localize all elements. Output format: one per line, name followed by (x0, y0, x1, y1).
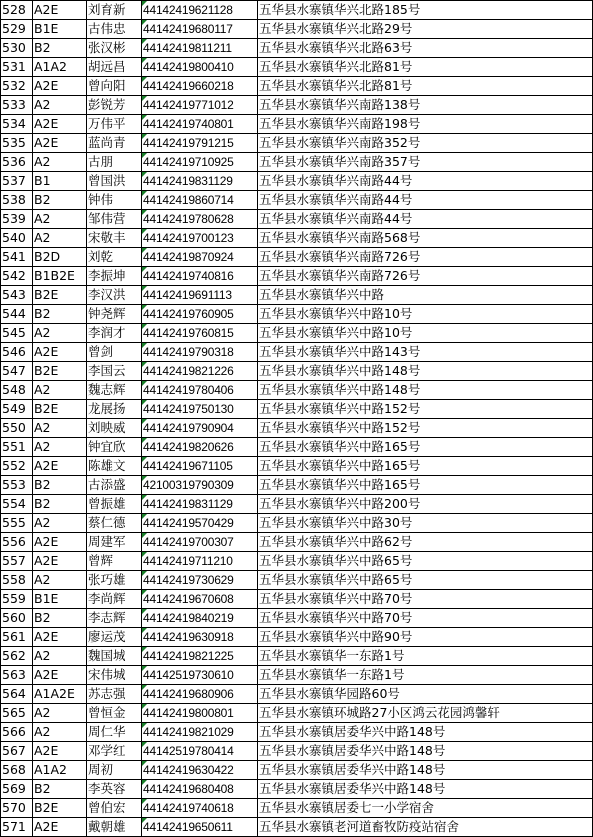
cell-name[interactable]: 彭锐芳 (87, 96, 142, 115)
cell-name[interactable]: 李汉洪 (87, 286, 142, 305)
cell-name[interactable]: 李振坤 (87, 267, 142, 286)
cell-address[interactable]: 五华县水寨镇华兴南路44号 (258, 191, 593, 210)
cell-address[interactable]: 五华县水寨镇华兴北路185号 (258, 1, 593, 20)
cell-address[interactable]: 五华县水寨镇居委华兴中路148号 (258, 723, 593, 742)
cell-row-number[interactable]: 543 (1, 286, 33, 305)
cell-license-class[interactable]: A1A2 (33, 761, 87, 780)
cell-name[interactable]: 宋伟城 (87, 666, 142, 685)
cell-name[interactable]: 古伟忠 (87, 20, 142, 39)
cell-license-class[interactable]: B1 (33, 172, 87, 191)
table-row (1, 685, 593, 704)
cell-row-number[interactable]: 539 (1, 210, 33, 229)
cell-license-class[interactable]: A2 (33, 153, 87, 172)
cell-name[interactable]: 李英容 (87, 780, 142, 799)
cell-name[interactable]: 周建军 (87, 533, 142, 552)
cell-name[interactable]: 魏国城 (87, 647, 142, 666)
cell-name[interactable]: 周仁华 (87, 723, 142, 742)
cell-license-class[interactable]: A2 (33, 571, 87, 590)
cell-address[interactable]: 五华县水寨镇华兴中路148号 (258, 362, 593, 381)
cell-license-class[interactable]: A2E (33, 818, 87, 837)
cell-name[interactable]: 李国云 (87, 362, 142, 381)
cell-address[interactable]: 五华县水寨镇华兴北路63号 (258, 39, 593, 58)
table-row (1, 343, 593, 362)
table-row (1, 495, 593, 514)
cell-license-class[interactable]: B2E (33, 362, 87, 381)
cell-row-number[interactable]: 558 (1, 571, 33, 590)
cell-license-class[interactable]: B2 (33, 609, 87, 628)
cell-row-number[interactable]: 565 (1, 704, 33, 723)
cell-id-number[interactable]: 44142419710925 (142, 153, 258, 172)
cell-license-class[interactable]: A1A2 (33, 58, 87, 77)
table-row (1, 438, 593, 457)
cell-license-class[interactable]: B1E (33, 20, 87, 39)
cell-address[interactable]: 五华县水寨镇华兴中路65号 (258, 552, 593, 571)
cell-id-number[interactable]: 44142419700307 (142, 533, 258, 552)
cell-address[interactable]: 五华县水寨镇华园路60号 (258, 685, 593, 704)
cell-license-class[interactable]: A2E (33, 533, 87, 552)
cell-id-number[interactable]: 44142419840219 (142, 609, 258, 628)
cell-name[interactable]: 钟尧辉 (87, 305, 142, 324)
cell-row-number[interactable]: 568 (1, 761, 33, 780)
cell-row-number[interactable]: 561 (1, 628, 33, 647)
cell-id-number[interactable]: 44142419860714 (142, 191, 258, 210)
cell-id-number[interactable]: 44142419800801 (142, 704, 258, 723)
table-row (1, 58, 593, 77)
cell-license-class[interactable]: A2E (33, 1, 87, 20)
table-row (1, 609, 593, 628)
cell-id-number[interactable]: 44142419831129 (142, 172, 258, 191)
table-row (1, 400, 593, 419)
table-row (1, 286, 593, 305)
table-row (1, 723, 593, 742)
cell-license-class[interactable]: A2 (33, 704, 87, 723)
cell-row-number[interactable]: 531 (1, 58, 33, 77)
cell-name[interactable]: 张汉彬 (87, 39, 142, 58)
cell-name[interactable]: 钟伟 (87, 191, 142, 210)
cell-license-class[interactable]: A2 (33, 381, 87, 400)
cell-name[interactable]: 刘育新 (87, 1, 142, 20)
cell-id-number[interactable]: 44142519730610 (142, 666, 258, 685)
cell-row-number[interactable]: 560 (1, 609, 33, 628)
cell-address[interactable]: 五华县水寨镇华兴中路152号 (258, 400, 593, 419)
table-row (1, 191, 593, 210)
cell-row-number[interactable]: 557 (1, 552, 33, 571)
cell-id-number[interactable]: 44142419811211 (142, 39, 258, 58)
cell-row-number[interactable]: 556 (1, 533, 33, 552)
table-row (1, 172, 593, 191)
cell-id-number[interactable]: 44142419680906 (142, 685, 258, 704)
cell-row-number[interactable]: 559 (1, 590, 33, 609)
cell-id-number[interactable]: 44142419660218 (142, 77, 258, 96)
cell-id-number[interactable]: 44142419730629 (142, 571, 258, 590)
cell-row-number[interactable]: 549 (1, 400, 33, 419)
cell-address[interactable]: 五华县水寨镇华兴中路70号 (258, 609, 593, 628)
cell-id-number[interactable]: 44142419821029 (142, 723, 258, 742)
cell-address[interactable]: 五华县水寨镇老河道畜牧防疫站宿舍 (258, 818, 593, 837)
cell-name[interactable]: 曾辉 (87, 552, 142, 571)
cell-address[interactable]: 五华县水寨镇华兴南路44号 (258, 210, 593, 229)
cell-id-number[interactable]: 44142419650611 (142, 818, 258, 837)
table-row (1, 20, 593, 39)
cell-id-number[interactable]: 44142419821226 (142, 362, 258, 381)
cell-name[interactable]: 李润才 (87, 324, 142, 343)
cell-id-number[interactable]: 44142419791215 (142, 134, 258, 153)
cell-license-class[interactable]: A2E (33, 115, 87, 134)
cell-row-number[interactable]: 533 (1, 96, 33, 115)
cell-license-class[interactable]: A2 (33, 210, 87, 229)
cell-license-class[interactable]: A2E (33, 134, 87, 153)
cell-id-number[interactable]: 44142419680408 (142, 780, 258, 799)
table-row (1, 115, 593, 134)
cell-license-class[interactable]: A1A2E (33, 685, 87, 704)
cell-name[interactable]: 邹伟营 (87, 210, 142, 229)
cell-row-number[interactable]: 545 (1, 324, 33, 343)
cell-id-number[interactable]: 44142419740801 (142, 115, 258, 134)
cell-row-number[interactable]: 566 (1, 723, 33, 742)
cell-license-class[interactable]: B2 (33, 39, 87, 58)
cell-row-number[interactable]: 571 (1, 818, 33, 837)
cell-license-class[interactable]: B2 (33, 476, 87, 495)
table-row (1, 666, 593, 685)
table-row (1, 1, 593, 20)
cell-id-number[interactable]: 44142419771012 (142, 96, 258, 115)
cell-license-class[interactable]: A2 (33, 723, 87, 742)
cell-id-number[interactable]: 44142419700123 (142, 229, 258, 248)
cell-row-number[interactable]: 564 (1, 685, 33, 704)
cell-name[interactable]: 古朋 (87, 153, 142, 172)
table-row (1, 362, 593, 381)
table-row (1, 799, 593, 818)
cell-license-class[interactable]: A2E (33, 457, 87, 476)
cell-name[interactable]: 李尚辉 (87, 590, 142, 609)
table-row (1, 742, 593, 761)
cell-row-number[interactable]: 544 (1, 305, 33, 324)
cell-license-class[interactable]: A2 (33, 438, 87, 457)
cell-address[interactable]: 五华县水寨镇华兴中路65号 (258, 571, 593, 590)
cell-address[interactable]: 五华县水寨镇华兴南路568号 (258, 229, 593, 248)
cell-license-class[interactable]: A2E (33, 628, 87, 647)
cell-address[interactable]: 五华县水寨镇华兴中路165号 (258, 476, 593, 495)
table-row (1, 704, 593, 723)
cell-license-class[interactable]: A2 (33, 96, 87, 115)
cell-name[interactable]: 曾恒金 (87, 704, 142, 723)
cell-name[interactable]: 邓学红 (87, 742, 142, 761)
cell-license-class[interactable]: A2E (33, 666, 87, 685)
table-row (1, 229, 593, 248)
table-row (1, 761, 593, 780)
cell-address[interactable]: 五华县水寨镇居委华兴中路148号 (258, 742, 593, 761)
cell-license-class[interactable]: A2E (33, 552, 87, 571)
cell-license-class[interactable]: B1E (33, 590, 87, 609)
cell-address[interactable]: 五华县水寨镇居委华兴中路148号 (258, 761, 593, 780)
table-row (1, 324, 593, 343)
table-row (1, 153, 593, 172)
cell-name[interactable]: 刘乾 (87, 248, 142, 267)
cell-name[interactable]: 胡远昌 (87, 58, 142, 77)
cell-license-class[interactable]: A2 (33, 647, 87, 666)
cell-name[interactable]: 曾向阳 (87, 77, 142, 96)
table-row (1, 457, 593, 476)
cell-address[interactable]: 五华县水寨镇华兴南路352号 (258, 134, 593, 153)
cell-address[interactable]: 五华县水寨镇居委华兴中路148号 (258, 780, 593, 799)
cell-address[interactable]: 五华县水寨镇华兴南路357号 (258, 153, 593, 172)
cell-address[interactable]: 五华县水寨镇华兴中路70号 (258, 590, 593, 609)
cell-row-number[interactable]: 551 (1, 438, 33, 457)
cell-row-number[interactable]: 554 (1, 495, 33, 514)
cell-row-number[interactable]: 534 (1, 115, 33, 134)
cell-row-number[interactable]: 542 (1, 267, 33, 286)
table-row (1, 514, 593, 533)
cell-id-number[interactable]: 44142419760815 (142, 324, 258, 343)
cell-name[interactable]: 戴朝雄 (87, 818, 142, 837)
cell-id-number[interactable]: 44142419820626 (142, 438, 258, 457)
cell-id-number[interactable]: 44142419831129 (142, 495, 258, 514)
cell-row-number[interactable]: 540 (1, 229, 33, 248)
cell-row-number[interactable]: 550 (1, 419, 33, 438)
cell-name[interactable]: 苏志强 (87, 685, 142, 704)
cell-name[interactable]: 钟宜欣 (87, 438, 142, 457)
cell-row-number[interactable]: 532 (1, 77, 33, 96)
table-row (1, 780, 593, 799)
cell-license-class[interactable]: B2 (33, 191, 87, 210)
cell-address[interactable]: 五华县水寨镇华兴北路29号 (258, 20, 593, 39)
cell-address[interactable]: 五华县水寨镇华兴南路198号 (258, 115, 593, 134)
table-row (1, 571, 593, 590)
table-row (1, 381, 593, 400)
cell-id-number[interactable]: 44142419780406 (142, 381, 258, 400)
cell-license-class[interactable]: A2 (33, 514, 87, 533)
cell-id-number[interactable]: 44142419711210 (142, 552, 258, 571)
cell-address[interactable]: 五华县水寨镇华兴中路165号 (258, 438, 593, 457)
cell-name[interactable]: 张巧雄 (87, 571, 142, 590)
cell-address[interactable]: 五华县水寨镇华兴南路726号 (258, 267, 593, 286)
cell-name[interactable]: 刘映威 (87, 419, 142, 438)
cell-row-number[interactable]: 547 (1, 362, 33, 381)
table-row (1, 96, 593, 115)
table-row (1, 134, 593, 153)
cell-row-number[interactable]: 553 (1, 476, 33, 495)
cell-name[interactable]: 蓝尚青 (87, 134, 142, 153)
cell-id-number[interactable]: 44142419821225 (142, 647, 258, 666)
cell-id-number[interactable]: 44142419740816 (142, 267, 258, 286)
cell-license-class[interactable]: B2E (33, 286, 87, 305)
cell-address[interactable]: 五华县水寨镇华一东路1号 (258, 666, 593, 685)
table-row (1, 476, 593, 495)
cell-name[interactable]: 曾剑 (87, 343, 142, 362)
cell-name[interactable]: 宋敬丰 (87, 229, 142, 248)
cell-license-class[interactable]: B2 (33, 495, 87, 514)
cell-id-number[interactable]: 44142419570429 (142, 514, 258, 533)
table-row (1, 39, 593, 58)
cell-license-class[interactable]: A2E (33, 742, 87, 761)
cell-address[interactable]: 五华县水寨镇华兴北路81号 (258, 77, 593, 96)
cell-name[interactable]: 曾伯宏 (87, 799, 142, 818)
cell-id-number[interactable]: 44142419870924 (142, 248, 258, 267)
cell-id-number[interactable]: 44142419691113 (142, 286, 258, 305)
table-row (1, 210, 593, 229)
table-body (1, 1, 593, 837)
cell-name[interactable]: 龙展扬 (87, 400, 142, 419)
cell-name[interactable]: 周初 (87, 761, 142, 780)
cell-id-number[interactable]: 44142419760905 (142, 305, 258, 324)
table-row (1, 533, 593, 552)
table-row (1, 590, 593, 609)
cell-address[interactable]: 五华县水寨镇华兴南路726号 (258, 248, 593, 267)
cell-address[interactable]: 五华县水寨镇华兴中路10号 (258, 324, 593, 343)
cell-name[interactable]: 李志辉 (87, 609, 142, 628)
cell-row-number[interactable]: 548 (1, 381, 33, 400)
cell-row-number[interactable]: 563 (1, 666, 33, 685)
cell-license-class[interactable]: B2E (33, 400, 87, 419)
cell-id-number[interactable]: 44142419670608 (142, 590, 258, 609)
cell-address[interactable]: 五华县水寨镇华兴北路81号 (258, 58, 593, 77)
cell-address[interactable]: 五华县水寨镇华兴南路44号 (258, 172, 593, 191)
cell-row-number[interactable]: 541 (1, 248, 33, 267)
cell-row-number[interactable]: 570 (1, 799, 33, 818)
cell-address[interactable]: 五华县水寨镇华兴中路148号 (258, 381, 593, 400)
cell-address[interactable]: 五华县水寨镇环城路27小区鸿云花园鸿馨轩 (258, 704, 593, 723)
cell-name[interactable]: 陈雄文 (87, 457, 142, 476)
table-row (1, 305, 593, 324)
cell-address[interactable]: 五华县水寨镇华兴南路138号 (258, 96, 593, 115)
cell-address[interactable]: 五华县水寨镇华兴中路200号 (258, 495, 593, 514)
cell-id-number[interactable]: 42100319790309 (142, 476, 258, 495)
cell-name[interactable]: 万伟平 (87, 115, 142, 134)
cell-name[interactable]: 魏志辉 (87, 381, 142, 400)
cell-license-class[interactable]: B2D (33, 248, 87, 267)
cell-license-class[interactable]: A2 (33, 229, 87, 248)
cell-address[interactable]: 五华县水寨镇居委七一小学宿舍 (258, 799, 593, 818)
cell-id-number[interactable]: 44142419621128 (142, 1, 258, 20)
cell-row-number[interactable]: 538 (1, 191, 33, 210)
cell-id-number[interactable]: 44142419680117 (142, 20, 258, 39)
cell-row-number[interactable]: 569 (1, 780, 33, 799)
cell-address[interactable]: 五华县水寨镇华兴中路30号 (258, 514, 593, 533)
cell-address[interactable]: 五华县水寨镇华兴中路90号 (258, 628, 593, 647)
cell-row-number[interactable]: 536 (1, 153, 33, 172)
cell-license-class[interactable]: A2 (33, 419, 87, 438)
cell-address[interactable]: 五华县水寨镇华兴中路165号 (258, 457, 593, 476)
cell-row-number[interactable]: 537 (1, 172, 33, 191)
table-row (1, 647, 593, 666)
cell-row-number[interactable]: 528 (1, 1, 33, 20)
cell-row-number[interactable]: 555 (1, 514, 33, 533)
cell-id-number[interactable]: 44142419740618 (142, 799, 258, 818)
cell-row-number[interactable]: 562 (1, 647, 33, 666)
cell-address[interactable]: 五华县水寨镇华兴中路62号 (258, 533, 593, 552)
table-row (1, 552, 593, 571)
cell-id-number[interactable]: 44142419750130 (142, 400, 258, 419)
cell-license-class[interactable]: A2E (33, 77, 87, 96)
cell-row-number[interactable]: 546 (1, 343, 33, 362)
cell-address[interactable]: 五华县水寨镇华兴中路143号 (258, 343, 593, 362)
cell-id-number[interactable]: 44142419630422 (142, 761, 258, 780)
cell-row-number[interactable]: 535 (1, 134, 33, 153)
cell-id-number[interactable]: 44142519780414 (142, 742, 258, 761)
cell-address[interactable]: 五华县水寨镇华兴中路 (258, 286, 593, 305)
cell-name[interactable]: 曾振雄 (87, 495, 142, 514)
cell-id-number[interactable]: 44142419800410 (142, 58, 258, 77)
cell-id-number[interactable]: 44142419630918 (142, 628, 258, 647)
cell-license-class[interactable]: B1B2E (33, 267, 87, 286)
table-row (1, 628, 593, 647)
cell-row-number[interactable]: 552 (1, 457, 33, 476)
cell-row-number[interactable]: 567 (1, 742, 33, 761)
cell-id-number[interactable]: 44142419790904 (142, 419, 258, 438)
table-row (1, 267, 593, 286)
cell-row-number[interactable]: 529 (1, 20, 33, 39)
table-row (1, 419, 593, 438)
cell-license-class[interactable]: B2 (33, 305, 87, 324)
table-row (1, 77, 593, 96)
cell-address[interactable]: 五华县水寨镇华兴中路152号 (258, 419, 593, 438)
cell-id-number[interactable]: 44142419780628 (142, 210, 258, 229)
cell-license-class[interactable]: B2E (33, 799, 87, 818)
cell-id-number[interactable]: 44142419790318 (142, 343, 258, 362)
table-row (1, 248, 593, 267)
cell-name[interactable]: 蔡仁德 (87, 514, 142, 533)
cell-license-class[interactable]: A2 (33, 324, 87, 343)
cell-row-number[interactable]: 530 (1, 39, 33, 58)
cell-address[interactable]: 五华县水寨镇华兴中路10号 (258, 305, 593, 324)
cell-id-number[interactable]: 44142419671105 (142, 457, 258, 476)
cell-name[interactable]: 曾国洪 (87, 172, 142, 191)
cell-name[interactable]: 廖运茂 (87, 628, 142, 647)
cell-license-class[interactable]: B2 (33, 780, 87, 799)
table-row (1, 818, 593, 837)
cell-license-class[interactable]: A2E (33, 343, 87, 362)
cell-name[interactable]: 古添盛 (87, 476, 142, 495)
cell-address[interactable]: 五华县水寨镇华一东路1号 (258, 647, 593, 666)
